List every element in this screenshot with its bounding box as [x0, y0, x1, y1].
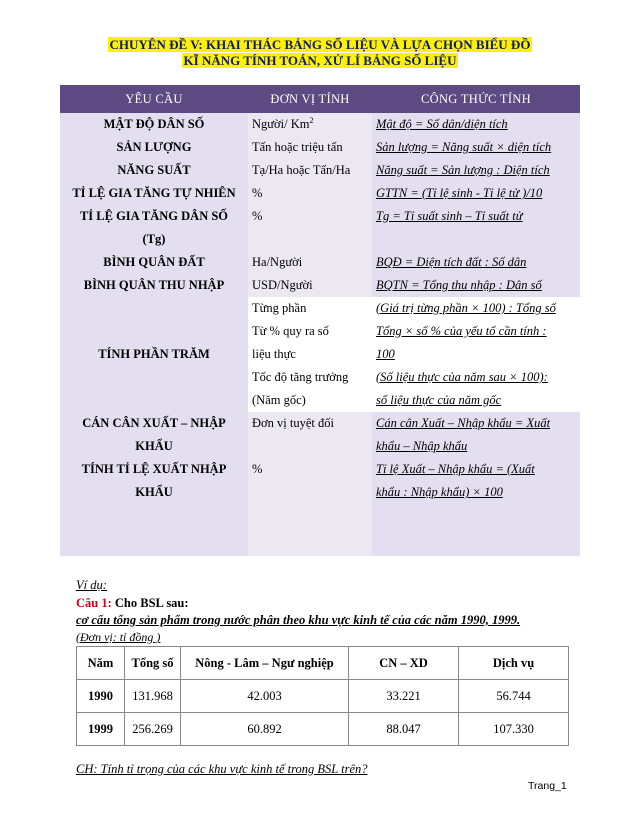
- row-unit: %: [248, 458, 372, 504]
- header-formula: CÔNG THỨC TÍNH: [372, 85, 580, 113]
- table-description: cơ cấu tổng sản phẩm trong nước phân theo khu vực kinh tế của các năm 1990, 1999.: [76, 613, 521, 627]
- header-agriculture: Nông - Lâm – Ngư nghiệp: [181, 647, 349, 680]
- cell-services: 56.744: [459, 680, 569, 713]
- unit-note: (Đơn vị: tỉ đồng ): [76, 630, 161, 644]
- cell-services: 107.330: [459, 713, 569, 746]
- row-name: BÌNH QUÂN ĐẤT: [60, 251, 248, 274]
- table-row: [60, 297, 580, 320]
- row-unit: Đơn vị tuyệt đối: [248, 412, 372, 458]
- data-table-header: [77, 647, 569, 680]
- table-row: [60, 182, 580, 205]
- row-formula: BQTN = Tổng thu nhập : Dân số: [372, 274, 580, 297]
- document-title-line-1: CHUYÊN ĐỀ V: KHAI THÁC BẢNG SỐ LIỆU VÀ LỰA CHỌN BIỂU ĐỒ: [109, 37, 531, 52]
- cell-agriculture: 42.003: [181, 680, 349, 713]
- row-formula: Sản lượng = Năng suất × diện tích: [372, 136, 580, 159]
- row-name: TỈ LỆ GIA TĂNG DÂN SỐ (Tg): [60, 205, 248, 251]
- row-formula: Cán cân Xuất – Nhập khẩu = Xuất khẩu – Nhập khẩu: [372, 412, 580, 458]
- cell-total: 131.968: [125, 680, 181, 713]
- cell-year: 1999: [77, 713, 125, 746]
- document-title-line-2: KĨ NĂNG TÍNH TOÁN, XỬ LÍ BẢNG SỐ LIỆU: [183, 53, 457, 68]
- cell-industry: 33.221: [349, 680, 459, 713]
- table-row: [77, 713, 569, 746]
- cell-agriculture: 60.892: [181, 713, 349, 746]
- row-formula: Tg = Tỉ suất sinh – Tỉ suất tử: [372, 205, 580, 251]
- row-formula: [372, 504, 580, 556]
- row-formula: (Giá trị từng phần × 100) : Tổng số: [372, 297, 580, 320]
- header-industry: CN – XD: [349, 647, 459, 680]
- row-unit: [248, 504, 372, 556]
- row-formula: (Số liệu thực của năm sau × 100): số liệu thực của năm gốc: [372, 366, 580, 412]
- table-row: [60, 205, 580, 251]
- row-unit: Ha/Người: [248, 251, 372, 274]
- example-label: Ví dụ:: [76, 578, 107, 592]
- header-requirement: YÊU CẦU: [60, 85, 248, 113]
- row-formula: Mật độ = Số dân/diện tích: [372, 113, 580, 136]
- row-name: [60, 504, 248, 556]
- row-unit: Tạ/Ha hoặc Tấn/Ha: [248, 159, 372, 182]
- row-unit: %: [248, 205, 372, 251]
- row-name: TỈ LỆ GIA TĂNG TỰ NHIÊN: [60, 182, 248, 205]
- header-services: Dịch vụ: [459, 647, 569, 680]
- header-total: Tổng số: [125, 647, 181, 680]
- header-unit: ĐƠN VỊ TÍNH: [248, 85, 372, 113]
- table-row: [60, 136, 580, 159]
- exercise-question: CH: Tính tỉ trọng của các khu vực kinh tế trong BSL trên?: [76, 762, 368, 776]
- row-name: CÁN CÂN XUẤT – NHẬP KHẨU: [60, 412, 248, 458]
- data-table: [76, 646, 569, 746]
- formula-table: [60, 85, 580, 556]
- table-row: [77, 680, 569, 713]
- row-unit: Tấn hoặc triệu tấn: [248, 136, 372, 159]
- table-row: [60, 113, 580, 136]
- header-year: Năm: [77, 647, 125, 680]
- row-formula: GTTN = (Tỉ lệ sinh - Tỉ lệ tử )/10: [372, 182, 580, 205]
- page-number: Trang_1: [528, 780, 567, 792]
- table-row: [60, 159, 580, 182]
- row-unit: Từ % quy ra số liệu thực: [248, 320, 372, 366]
- row-unit: Người/ Km$^2$: [248, 113, 372, 136]
- row-unit: %: [248, 182, 372, 205]
- cell-total: 256.269: [125, 713, 181, 746]
- row-formula: Năng suất = Sản lượng : Diện tích: [372, 159, 580, 182]
- table-row-empty: [60, 504, 580, 556]
- row-name: MẬT ĐỘ DÂN SỐ: [60, 113, 248, 136]
- table-row: [60, 274, 580, 297]
- table-row: [60, 251, 580, 274]
- row-name: SẢN LƯỢNG: [60, 136, 248, 159]
- row-formula: Tổng × số % của yếu tố cần tính : 100: [372, 320, 580, 366]
- formula-table-header: [60, 85, 580, 113]
- row-unit: USD/Người: [248, 274, 372, 297]
- cell-industry: 88.047: [349, 713, 459, 746]
- cell-year: 1990: [77, 680, 125, 713]
- row-name: TÍNH TỈ LỆ XUẤT NHẬP KHẨU: [60, 458, 248, 504]
- question-heading: Câu 1: Cho BSL sau:: [76, 596, 189, 610]
- row-formula: Tỉ lệ Xuất – Nhập khẩu = (Xuất khẩu : Nhập khẩu) × 100: [372, 458, 580, 504]
- row-name: TÍNH PHẦN TRĂM: [60, 297, 248, 412]
- table-row: [60, 458, 580, 504]
- row-unit: Từng phần: [248, 297, 372, 320]
- table-row: [60, 412, 580, 458]
- row-formula: BQĐ = Diện tích đất : Số dân: [372, 251, 580, 274]
- row-name: BÌNH QUÂN THU NHẬP: [60, 274, 248, 297]
- row-unit: Tốc độ tăng trưởng (Năm gốc): [248, 366, 372, 412]
- row-name: NĂNG SUẤT: [60, 159, 248, 182]
